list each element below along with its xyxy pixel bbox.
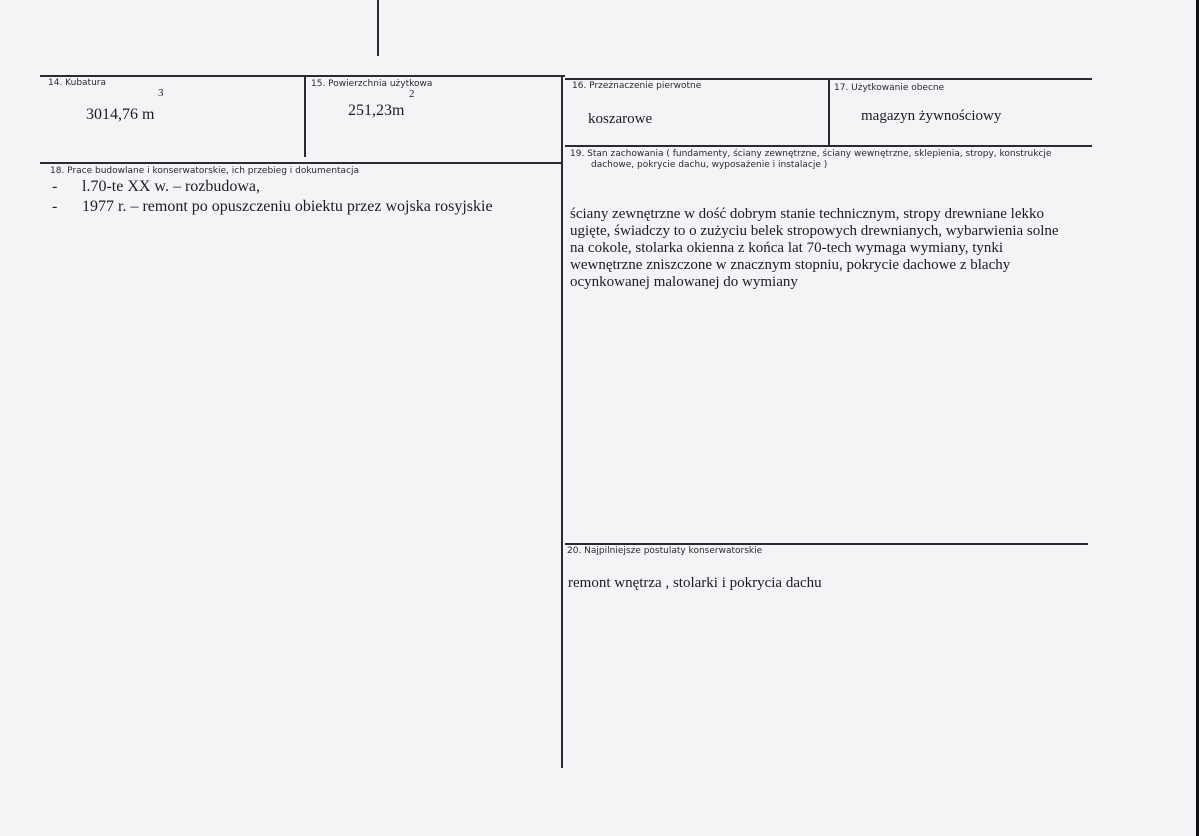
kubatura-exponent: 3 (158, 87, 164, 99)
powierzchnia-value: 251,23m (348, 102, 405, 119)
list-item-text: 1977 r. – remont po opuszczeniu obiektu przez wojska rosyjskie (82, 198, 493, 215)
powierzchnia-label: 15. Powierzchnia użytkowa (311, 79, 433, 89)
main-vertical-divider (561, 75, 563, 768)
list-bullet: - (52, 198, 58, 215)
stan-zachowania-label-line2: dachowe, pokrycie dachu, wyposażenie i instalacje ) (591, 160, 828, 170)
kubatura-value: 3014,76 m (86, 106, 155, 123)
kubatura-label: 14. Kubatura (48, 78, 107, 88)
f18-top-line (40, 162, 562, 164)
text-line: ocynkowanej malowanej do wymiany (570, 274, 798, 290)
postulaty-label: 20. Najpilniejsze postulaty konserwatorskie (567, 546, 763, 556)
powierzchnia-exponent: 2 (409, 88, 415, 100)
top-divider-line (377, 0, 379, 56)
f20-top-line (565, 543, 1088, 545)
row1-left-top-line (40, 75, 565, 77)
prace-budowlane-label: 18. Prace budowlane i konserwatorskie, ich przebieg i dokumentacja (50, 166, 360, 176)
text-line: ugięte, świadczy to o zużyciu belek stropowych drewnianych, wybarwienia solne (570, 223, 1059, 239)
stan-zachowania-label-line1: 19. Stan zachowania ( fundamenty, ściany zewnętrzne, ściany wewnętrzne, sklepienia, stropy, konstrukcje (570, 149, 1052, 159)
uzytkowanie-value: magazyn żywnościowy (861, 108, 1002, 124)
text-line: wewnętrzne zniszczone w znacznym stopniu, pokrycie dachowe z blachy (570, 257, 1011, 273)
przeznaczenie-value: koszarowe (588, 111, 653, 127)
text-line: ściany zewnętrzne w dość dobrym stanie technicznym, stropy drewniane lekko (570, 206, 1045, 222)
prace-budowlane-list (52, 177, 493, 217)
list-item (52, 197, 493, 217)
text-line: na cokole, stolarka okienna z końca lat 70-tech wymaga wymiany, tynki (570, 240, 1004, 256)
przeznaczenie-label: 16. Przeznaczenie pierwotne (572, 81, 702, 91)
postulaty-value: remont wnętrza , stolarki i pokrycia dachu (568, 575, 822, 591)
list-item-text: l.70-te XX w. – rozbudowa, (82, 178, 261, 195)
f16-f17-divider (828, 78, 830, 145)
uzytkowanie-label: 17. Użytkowanie obecne (834, 83, 945, 93)
f14-f15-divider (304, 75, 306, 157)
list-item (52, 177, 493, 197)
f19-top-line (565, 145, 1092, 147)
list-bullet: - (52, 178, 58, 195)
stan-zachowania-text (570, 206, 1090, 291)
